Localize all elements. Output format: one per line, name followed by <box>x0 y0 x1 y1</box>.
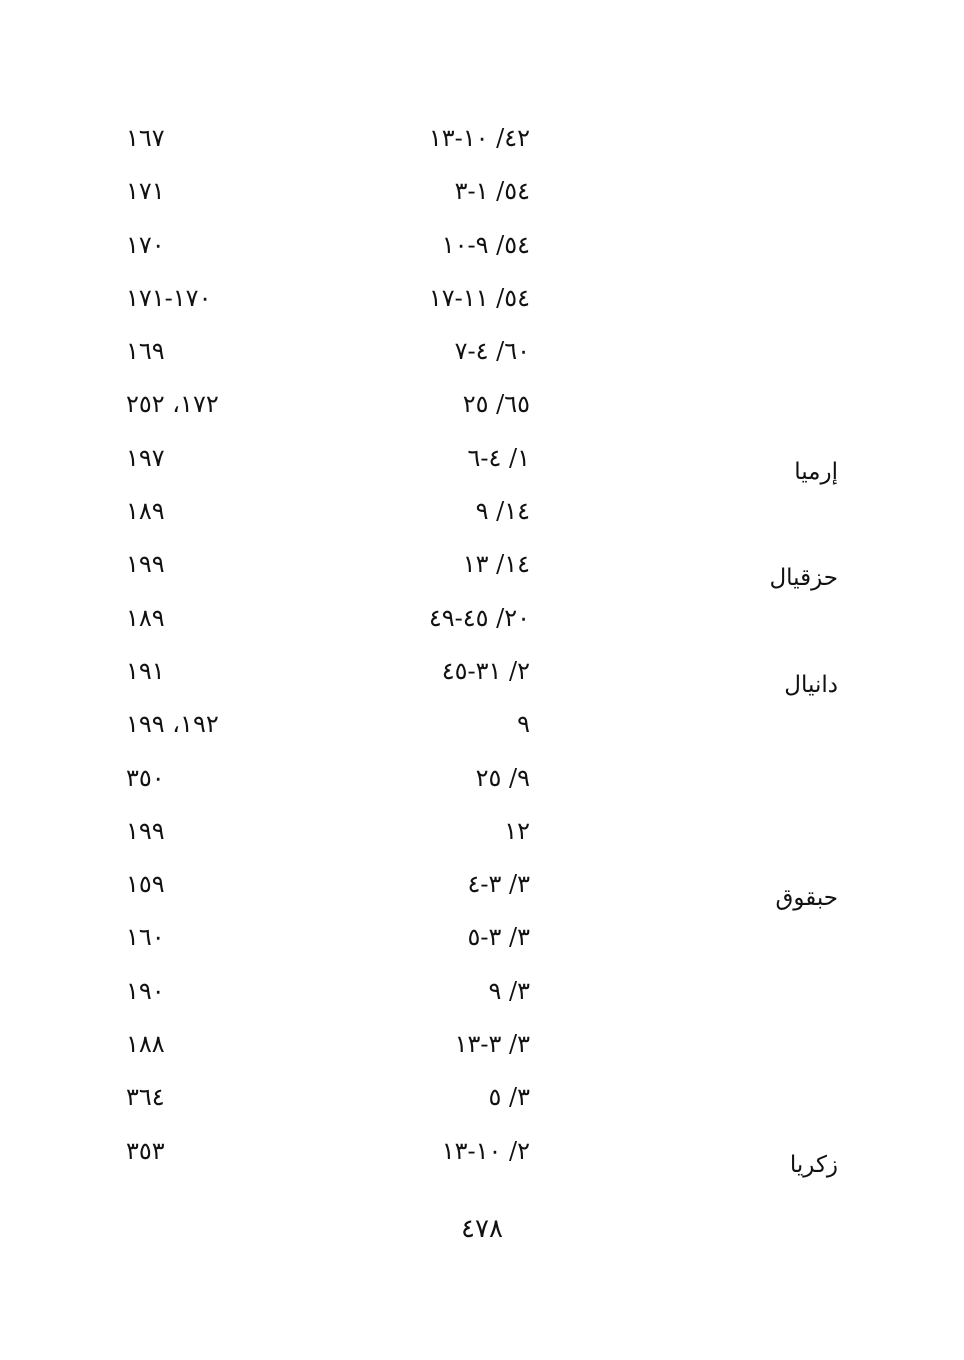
page-references: ٣٦٤ <box>126 1083 165 1112</box>
index-row <box>0 1073 964 1126</box>
index-row <box>0 1020 964 1073</box>
index-row <box>0 807 964 860</box>
verse-reference: ٣/ ٣-٤ <box>467 870 530 899</box>
index-row <box>0 327 964 380</box>
verse-reference: ٥٤/ ٩-١٠ <box>441 230 530 259</box>
page-references: ١٦٠ <box>126 923 165 952</box>
page-references: ١٧٢، ٢٥٢ <box>126 390 219 419</box>
book-name: زكريا <box>789 1151 838 1178</box>
book-name: إرميا <box>794 458 838 485</box>
page-references: ١٨٨ <box>126 1030 165 1059</box>
page-references: ١٩٠ <box>126 976 165 1005</box>
index-row <box>0 434 964 487</box>
index-row <box>0 487 964 540</box>
index-row <box>0 967 964 1020</box>
page-number: ٤٧٨ <box>461 1214 503 1244</box>
verse-reference: ٤٢/ ١٠-١٣ <box>428 124 530 152</box>
index-row <box>0 380 964 433</box>
verse-reference: ٣/ ٥ <box>488 1083 530 1112</box>
verse-reference: ٥٤/ ١١-١٧ <box>428 283 530 312</box>
index-row <box>0 700 964 753</box>
page-references: ١٥٩ <box>126 870 165 899</box>
book-name: دانيال <box>784 671 838 698</box>
verse-reference: ١٤/ ١٣ <box>462 550 530 579</box>
verse-reference: ٦٥/ ٢٥ <box>462 390 530 419</box>
verse-reference: ٩ <box>517 710 530 739</box>
verse-reference: ١/ ٤-٦ <box>467 443 530 472</box>
page-references: ١٨٩ <box>126 603 165 632</box>
index-row <box>0 913 964 966</box>
page-references: ١٧٠-١٧١ <box>126 283 212 312</box>
verse-reference: ١٢ <box>504 816 530 845</box>
index-row <box>0 1127 964 1180</box>
index-row <box>0 594 964 647</box>
page-references: ١٦٧ <box>126 124 165 152</box>
verse-reference: ٦٠/ ٤-٧ <box>454 337 530 366</box>
verse-reference: ٣/ ٩ <box>488 976 530 1005</box>
verse-reference: ٢/ ١٠-١٣ <box>441 1136 530 1165</box>
page-references: ١٧١ <box>126 177 165 206</box>
book-name: حبقوق <box>775 885 838 912</box>
index-row <box>0 221 964 274</box>
page-references: ١٩٢، ١٩٩ <box>126 710 219 739</box>
index-row <box>0 167 964 220</box>
index-row <box>0 540 964 593</box>
index-row <box>0 647 964 700</box>
page-references: ١٦٩ <box>126 337 165 366</box>
page-references: ١٩٩ <box>126 816 165 845</box>
index-row <box>0 274 964 327</box>
verse-reference: ٩/ ٢٥ <box>475 763 530 792</box>
index-row <box>0 754 964 807</box>
verse-reference: ١٤/ ٩ <box>475 497 530 526</box>
page-references: ١٧٠ <box>126 230 165 259</box>
page-references: ١٩٧ <box>126 443 165 472</box>
verse-reference: ٢/ ٣١-٤٥ <box>441 656 530 685</box>
verse-reference: ٣/ ٣-٥ <box>467 923 530 952</box>
index-row <box>0 114 964 167</box>
page-references: ٣٥٣ <box>126 1136 165 1165</box>
verse-reference: ٢٠/ ٤٥-٤٩ <box>428 603 530 632</box>
verse-reference: ٥٤/ ١-٣ <box>454 177 530 206</box>
page-references: ١٩١ <box>126 656 165 685</box>
page-references: ١٨٩ <box>126 497 165 526</box>
book-name: حزقيال <box>769 565 838 592</box>
page-references: ٣٥٠ <box>126 763 165 792</box>
verse-reference: ٣/ ٣-١٣ <box>454 1030 530 1059</box>
index-row <box>0 860 964 913</box>
page-references: ١٩٩ <box>126 550 165 579</box>
scripture-index-table <box>0 114 964 1180</box>
